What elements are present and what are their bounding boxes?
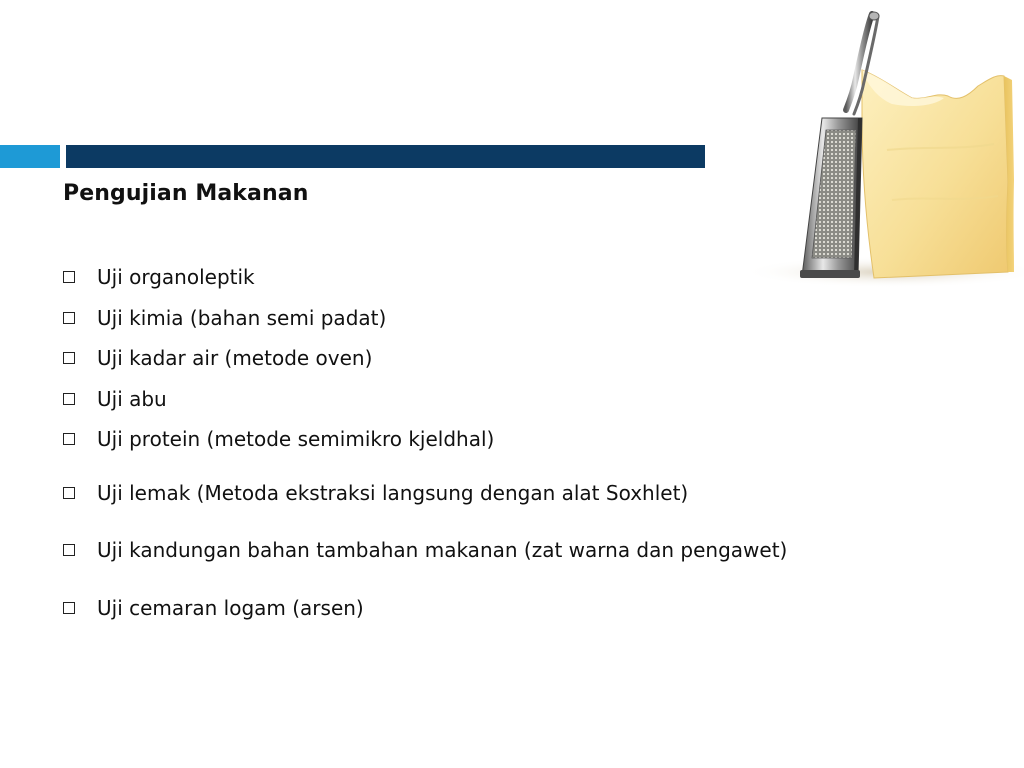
hollow-square-icon <box>63 602 75 614</box>
hollow-square-icon <box>63 544 75 556</box>
bullet-text: Uji organoleptik <box>97 265 255 289</box>
bullet-text: Uji kadar air (metode oven) <box>97 346 373 370</box>
hollow-square-icon <box>63 271 75 283</box>
hollow-square-icon <box>63 433 75 445</box>
bullet-text: Uji lemak (Metoda ekstraksi langsung dengan alat Soxhlet) <box>97 481 689 505</box>
bullet-text: Uji abu <box>97 387 167 411</box>
hollow-square-icon <box>63 352 75 364</box>
hollow-square-icon <box>63 487 75 499</box>
accent-bar-light <box>0 145 60 168</box>
bullet-text: Uji kandungan bahan tambahan makanan (zat warna dan pengawet) <box>97 538 788 562</box>
hollow-square-icon <box>63 393 75 405</box>
bullet-text: Uji protein (metode semimikro kjeldhal) <box>97 427 495 451</box>
accent-bar-dark <box>66 145 705 168</box>
bullet-text: Uji cemaran logam (arsen) <box>97 596 364 620</box>
hollow-square-icon <box>63 312 75 324</box>
cheese-grater-icon <box>722 0 1024 300</box>
bullet-text: Uji kimia (bahan semi padat) <box>97 306 387 330</box>
slide-title: Pengujian Makanan <box>63 181 309 206</box>
